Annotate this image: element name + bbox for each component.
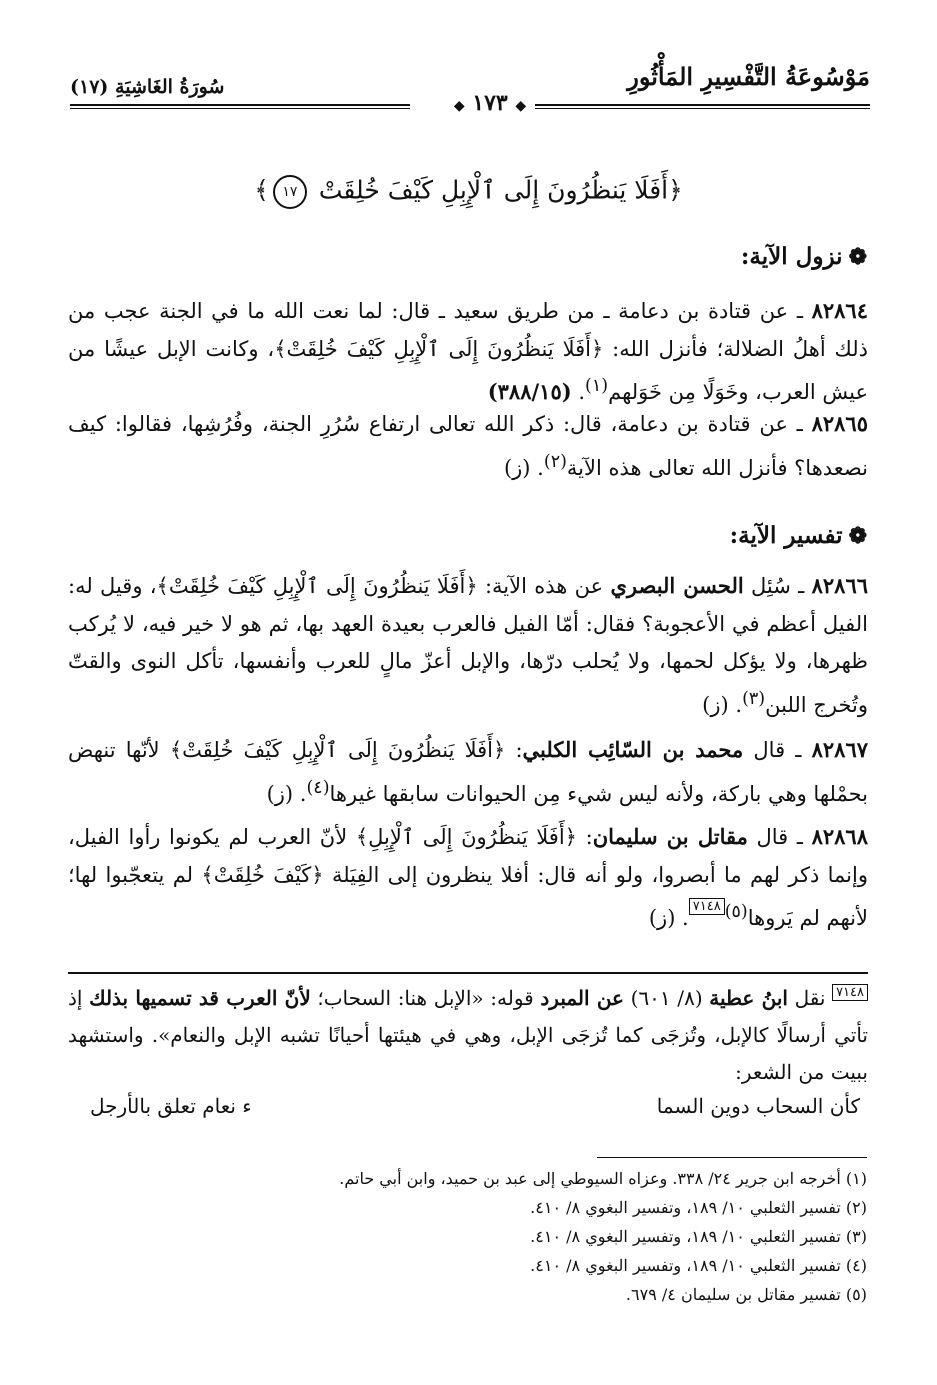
narration-text: . (ز) xyxy=(702,692,743,717)
narration-text: ـ عن قتادة بن دعامة، قال: ذكر الله تعالى ارتفاع سُرُرِ الجنة، وفُرُشِها، فقالوا: كيف نصعدها؟ فأنزل الله تعالى هذه الآية xyxy=(68,412,868,480)
narration-text: ـ قال xyxy=(743,738,812,762)
narration-text: : xyxy=(577,825,593,849)
header-rule-right xyxy=(535,104,870,106)
commentary-box-ref[interactable]: ٧١٤٨ xyxy=(689,898,725,915)
footnote-rule xyxy=(597,1157,867,1158)
volume-page-ref: (٣٨٨/١٥) xyxy=(487,379,572,404)
verse-heading xyxy=(100,175,837,209)
narration-text: . xyxy=(571,380,586,404)
narration-82864 xyxy=(68,292,868,412)
narration-text: . (ز) xyxy=(266,781,307,806)
footnote-2: (٢) تفسير الثعلبي ١٠/ ١٨٩، وتفسير البغوي ٨/ ٤١٠. xyxy=(530,1198,867,1217)
commentary-box-label: ٧١٤٨ xyxy=(832,984,868,1001)
footnotes xyxy=(67,1164,867,1309)
surah-label: سُورَةُ الغَاشِيَةِ (١٧) xyxy=(70,76,225,98)
footnote-3: (٣) تفسير الثعلبي ١٠/ ١٨٩، وتفسير البغوي ٨/ ٤١٠. xyxy=(530,1227,867,1246)
narration-number: ٨٢٨٦٥ xyxy=(811,411,868,436)
book-title: مَوْسُوعَةُ التَّفْسِيرِ المَأْثُورِ xyxy=(627,62,870,91)
section-heading-revelation xyxy=(741,243,867,270)
footnote-1: (١) أخرجه ابن جرير ٢٤/ ٣٣٨. وعزاه السيوطي إلى عبد بن حميد، وابن أبي حاتم. xyxy=(339,1169,867,1188)
footnote-4: (٤) تفسير الثعلبي ١٠/ ١٨٩، وتفسير البغوي ٨/ ٤١٠. xyxy=(530,1256,867,1275)
poetry-verse xyxy=(90,1094,870,1128)
footnote-marker: (٣) xyxy=(742,688,766,709)
narration-text: عن هذه الآية: xyxy=(477,574,611,598)
ayah-number-icon: ١٧ xyxy=(273,175,307,209)
narrator-name: محمد بن السّائِب الكلبي xyxy=(522,737,744,762)
note-text: إذ تأتي أرسالًا كالإبل، وتُزجَى كما تُزجَى الإبل، وهي في هيئتها أحيانًا تشبه الإبل والنعام». واستشهد ببيت من الشعر: xyxy=(68,986,868,1084)
header-rule-left xyxy=(70,104,410,106)
quran-quote: ﴿أَفَلَا يَنظُرُونَ إِلَى ٱلْإِبِلِ﴾ xyxy=(355,825,577,849)
narration-text: لم يتعجّبوا لها؛ لأنهم لم يَروها xyxy=(68,862,868,930)
narration-text: لأنّ العرب لم يكونوا رأوا الفيل، وإنما ذكر لهم ما أبصروا، ولو أنه قال: أفلا ينظرون إلى الفِيَلة xyxy=(68,825,868,887)
running-header xyxy=(70,62,870,114)
narration-text: لأنّها تنهض بحمْلها وهي باركة، ولأنه ليس شيء مِن الحيوانات سابقها غيرها xyxy=(68,738,868,806)
note-bold-text: ابنُ عطية xyxy=(709,986,788,1010)
narration-text: ـ عن قتادة بن دعامة ـ من طريق سعيد ـ قال: لما نعت الله ما في الجنة عجب من ذلك أهلُ الضلالة؛ فأنزل الله: xyxy=(68,299,868,361)
quran-quote: ﴿كَيْفَ خُلِقَتْ﴾ xyxy=(201,862,324,887)
footnote-marker: (٤) xyxy=(306,777,330,798)
footnote-marker: (١) xyxy=(585,376,609,396)
verse-text: أَفَلَا يَنظُرُونَ إِلَى ٱلْإِبِلِ كَيْفَ خُلِقَتْ xyxy=(318,175,669,205)
flower-ornament-icon: ❁ xyxy=(848,523,867,549)
narrator-name: الحسن البصري xyxy=(610,573,744,598)
narration-text: . (ز) xyxy=(503,455,544,480)
verse-open-bracket: ﴿ xyxy=(668,175,683,205)
poem-first-hemistich: كأن السحاب دوين السما xyxy=(656,1094,860,1118)
footnote-marker: (٥) xyxy=(724,902,748,922)
narration-text: ، وقيل له: الفيل أعظم في الأعجوبة؟ فقال: أمّا الفيل فالعرب بعيدة العهد بها، ثم هو لا خير فيه، لا يُركب ظهرها، ولا يؤكل لحمها، ولا يُحلب درّها، والإبل أعزّ مالٍ للعرب وأنفسها، تأكل النوى والقتّ وتُخرج اللبن xyxy=(68,574,868,717)
narration-number: ٨٢٨٦٦ xyxy=(811,573,869,598)
narration-82868 xyxy=(68,818,868,938)
narrator-name: مقاتل بن سليمان xyxy=(592,824,748,849)
narration-text: . (ز) xyxy=(648,906,689,930)
commentary-note xyxy=(68,980,868,1091)
section-title: نزول الآية: xyxy=(740,243,843,270)
footnote-marker: (٢) xyxy=(543,451,567,472)
footnote-5: (٥) تفسير مقاتل بن سليمان ٤/ ٦٧٩. xyxy=(625,1285,867,1304)
poem-second-hemistich: ء نعام تعلق بالأرجل xyxy=(90,1094,252,1118)
page-number: ١٧٣ xyxy=(472,90,508,116)
narration-82865 xyxy=(68,405,868,487)
narration-text: ـ سُئِل xyxy=(743,574,812,598)
narration-text: ، وكانت الإبل عيشًا من عيش العرب، وخَوَلًا مِن خَوَلهم xyxy=(68,336,868,404)
narration-82867 xyxy=(68,731,868,813)
commentary-separator xyxy=(68,972,868,974)
narration-text: : xyxy=(505,738,523,762)
narration-number: ٨٢٨٦٨ xyxy=(811,824,868,849)
flower-ornament-icon: ❁ xyxy=(848,244,867,270)
note-bold-text: لأنّ العرب قد تسميها بذلك xyxy=(89,986,311,1010)
section-title: تفسير الآية: xyxy=(729,522,843,549)
page-number-group xyxy=(445,90,535,116)
narration-82866 xyxy=(68,567,868,724)
ornament-icon: ◆ xyxy=(515,98,527,114)
note-text: قوله: «الإبل هنا: السحاب؛ xyxy=(310,986,541,1010)
quran-quote: ﴿أَفَلَا يَنظُرُونَ إِلَى ٱلْإِبِلِ كَيْفَ خُلِقَتْ﴾ xyxy=(274,336,604,361)
note-text: نقل xyxy=(787,986,833,1010)
ornament-icon: ◆ xyxy=(453,98,465,114)
quran-quote: ﴿أَفَلَا يَنظُرُونَ إِلَى ٱلْإِبِلِ كَيْفَ خُلِقَتْ﴾ xyxy=(156,574,478,598)
narration-text: ـ قال xyxy=(747,825,812,849)
narration-number: ٨٢٨٦٧ xyxy=(811,737,869,762)
narration-number: ٨٢٨٦٤ xyxy=(811,298,868,323)
note-bold-text: عن المبرد xyxy=(540,986,624,1010)
section-heading-tafsir xyxy=(730,522,867,549)
verse-close-bracket: ﴾ xyxy=(254,175,269,205)
quran-quote: ﴿أَفَلَا يَنظُرُونَ إِلَى ٱلْإِبِلِ كَيْفَ خُلِقَتْ﴾ xyxy=(169,738,506,762)
note-text: (٨/ ٦٠١) xyxy=(623,986,710,1010)
